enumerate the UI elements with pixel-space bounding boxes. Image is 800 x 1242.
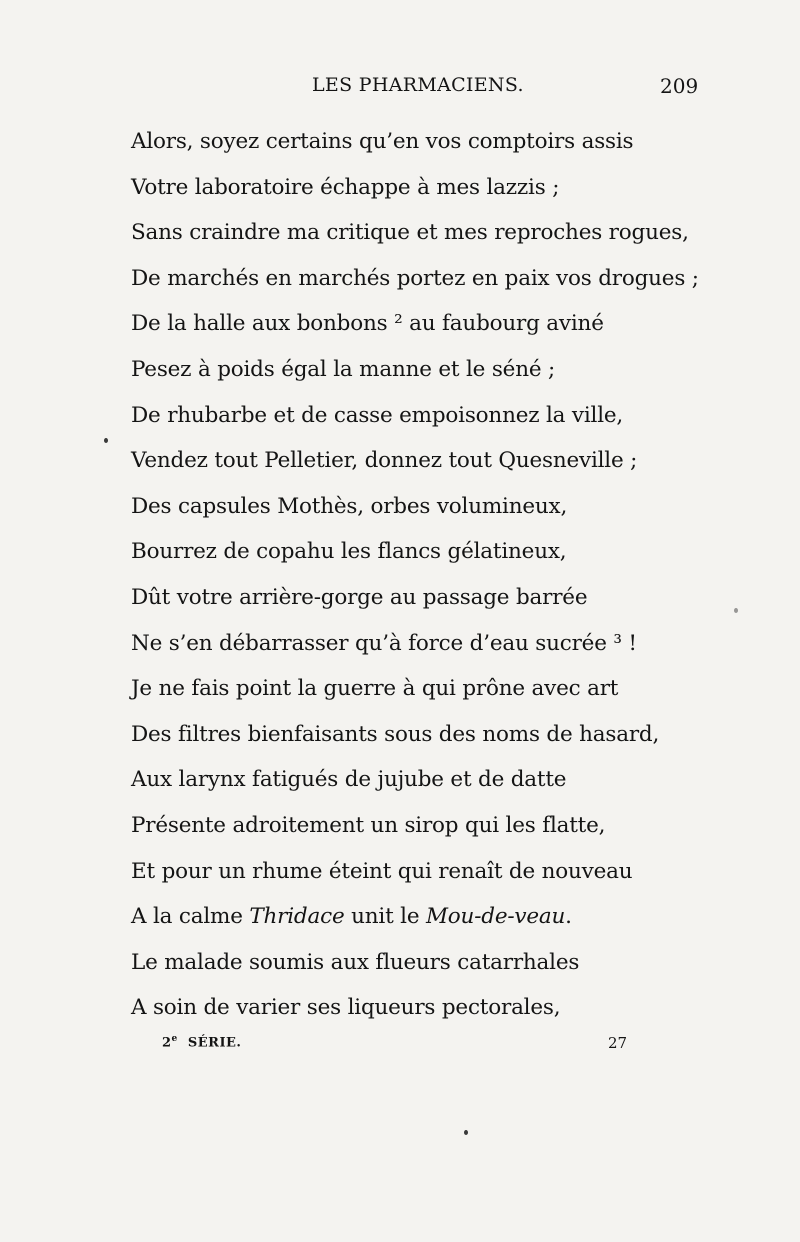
verse-text: A la calme — [131, 904, 250, 930]
verse-line: De marchés en marchés portez en paix vos drogues ; — [131, 265, 699, 291]
verse-line: Le malade soumis aux flueurs catarrhales — [131, 949, 580, 975]
verse-line: De la halle aux bonbons ² au faubourg aviné — [131, 311, 604, 337]
verse-line: Votre laboratoire échappe à mes lazzis ; — [131, 174, 560, 200]
running-title: LES PHARMACIENS. — [312, 74, 524, 96]
verse-line: Alors, soyez certains qu’en vos comptoirs assis — [131, 129, 634, 154]
italic-term-thridace: Thridace — [249, 904, 345, 930]
paper-speck — [104, 438, 108, 443]
verse-line: Vendez tout Pelletier, donnez tout Quesneville ; — [131, 448, 638, 474]
verse-line: A soin de varier ses liqueurs pectorales, — [131, 995, 561, 1021]
verse-line: Sans craindre ma critique et mes reproches rogues, — [131, 220, 689, 246]
verse-line: Des filtres bienfaisants sous des noms de hasard, — [131, 721, 660, 747]
italic-term-mou-de-veau: Mou-de-veau — [425, 904, 566, 930]
verse-text: . — [565, 904, 572, 930]
verse-line: Et pour un rhume éteint qui renaît de nouveau — [131, 858, 633, 884]
verse-line: De rhubarbe et de casse empoisonnez la ville, — [131, 402, 624, 428]
verse-line: Pesez à poids égal la manne et le séné ; — [131, 356, 556, 382]
paper-speck — [734, 608, 738, 613]
verse-line-with-italics — [131, 903, 731, 949]
verse-line: Présente adroitement un sirop qui les flatte, — [131, 812, 606, 838]
printer-signature: 2e SÉRIE. — [162, 1034, 242, 1051]
verse-line: Dût votre arrière-gorge au passage barrée — [131, 584, 588, 610]
paper-speck — [464, 1130, 468, 1135]
sheet-number: 27 — [608, 1034, 628, 1052]
verse-line: Bourrez de copahu les flancs gélatineux, — [131, 539, 567, 565]
verse-line: Ne s’en débarrasser qu’à force d’eau sucrée ³ ! — [131, 630, 637, 656]
page-number: 209 — [660, 74, 699, 98]
verse-line: Aux larynx fatigués de jujube et de datte — [131, 767, 567, 793]
verse-text: unit le — [344, 904, 426, 930]
verse-line: Je ne fais point la guerre à qui prône avec art — [131, 676, 619, 702]
page-header — [0, 74, 800, 104]
verse-line: Des capsules Mothès, orbes volumineux, — [131, 493, 568, 519]
poem-verses — [131, 128, 731, 1040]
